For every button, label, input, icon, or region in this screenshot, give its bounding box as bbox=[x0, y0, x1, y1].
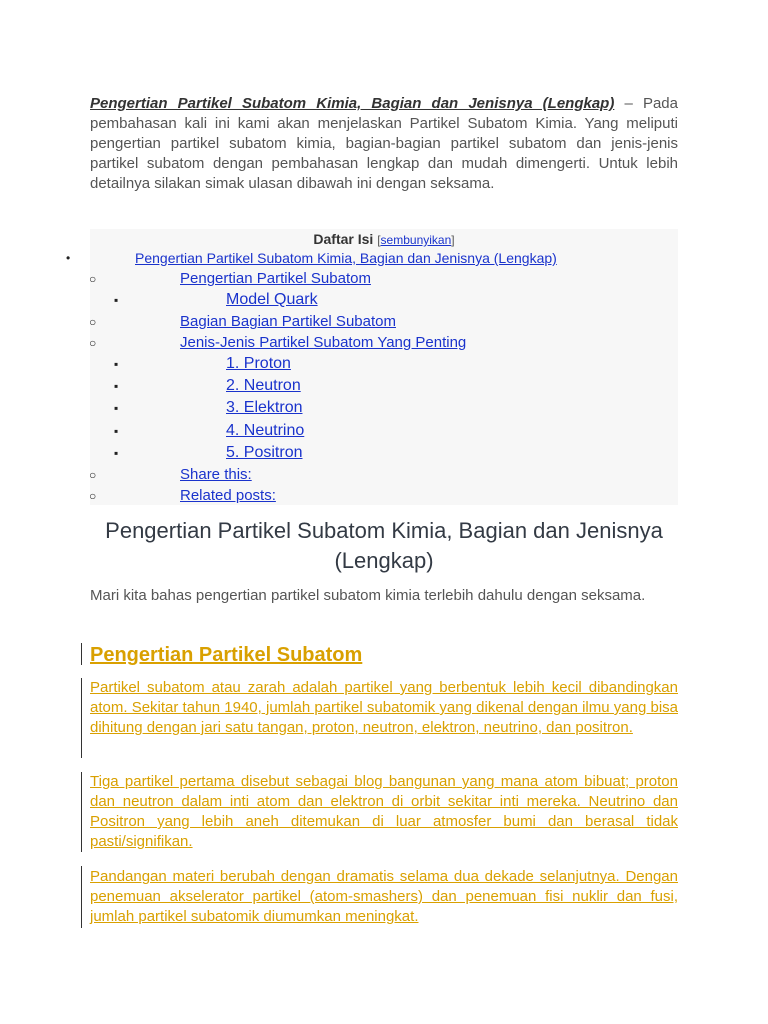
toc-bullet-icon: ○ bbox=[89, 315, 97, 329]
toc-link[interactable]: Share this: bbox=[180, 466, 252, 483]
toc-bullet-icon: ○ bbox=[89, 489, 97, 503]
toc-item bbox=[90, 311, 768, 333]
toc-bullet-icon: ▪ bbox=[114, 357, 119, 371]
toc-bullet-icon: ▪ bbox=[114, 379, 119, 393]
toc-bullet-icon: • bbox=[66, 251, 71, 265]
toc-bullet-icon: ▪ bbox=[114, 446, 119, 460]
section-paragraph[interactable]: Tiga partikel pertama disebut sebagai blog bangunan yang mana atom bibuat; proton dan neutron dalam inti atom dan elektron di orbit sekitar inti mereka. Neutrino dan Positron yang lebih aneh ditemukan di luar atmosfer bumi dan berasal tidak pasti/signifikan. bbox=[90, 773, 678, 850]
paragraph-divider bbox=[81, 678, 82, 758]
toc-item bbox=[90, 375, 768, 397]
intro-title-link[interactable]: Pengertian Partikel Subatom Kimia, Bagian dan Jenisnya (Lengkap) bbox=[90, 95, 615, 112]
toc-bullet-icon: ○ bbox=[89, 272, 97, 286]
toc-bullet-icon: ○ bbox=[89, 336, 97, 350]
intro-dash: – bbox=[614, 95, 643, 112]
toc-item bbox=[90, 289, 768, 311]
toc-toggle: [sembunyikan] bbox=[377, 233, 455, 247]
toc-item bbox=[90, 485, 768, 507]
toc-link[interactable]: 1. Proton bbox=[226, 355, 291, 372]
toc-item bbox=[90, 442, 768, 464]
toc-hide-link[interactable]: sembunyikan bbox=[380, 233, 452, 247]
toc-item bbox=[90, 332, 768, 354]
toc-bullet-icon: ▪ bbox=[114, 293, 119, 307]
toc-link[interactable]: Bagian Bagian Partikel Subatom bbox=[180, 313, 396, 330]
intro-paragraph bbox=[90, 94, 678, 194]
toc-item bbox=[90, 268, 768, 290]
section-paragraph[interactable]: Partikel subatom atau zarah adalah partikel yang berbentuk lebih kecil dibandingkan atom. Sekitar tahun 1940, jumlah partikel subatomik yang dikenal dengan ilmu yang bisa dihitung dengan jari satu tangan, proton, neutron, elektron, neutrino, dan positron. bbox=[90, 679, 678, 736]
toc-bullet-icon: ○ bbox=[89, 468, 97, 482]
section-divider bbox=[81, 643, 82, 665]
section-paragraph[interactable]: Pandangan materi berubah dengan dramatis selama dua dekade selanjutnya. Dengan penemuan akselerator partikel (atom-smashers) dan penemuan fisi nuklir dan fusi, jumlah partikel subatomik diumumkan meningkat. bbox=[90, 868, 678, 925]
toc-item bbox=[90, 353, 768, 375]
paragraph-divider bbox=[81, 866, 82, 928]
intro-text: Pada pembahasan kali ini kami akan menjelaskan Partikel Subatom Kimia. Yang meliputi pengertian partikel subatom kimia, bagian-bagian partikel subatom dan jenis-jenis partikel subatom dengan pembahasan lengkap dan mudah dimengerti. Untuk lebih detailnya silakan simak ulasan dibawah ini dengan seksama. bbox=[90, 95, 678, 192]
toc-link[interactable]: Pengertian Partikel Subatom bbox=[180, 270, 371, 287]
toc-bullet-icon: ▪ bbox=[114, 401, 119, 415]
toc-item bbox=[66, 247, 768, 269]
article-title: Pengertian Partikel Subatom Kimia, Bagian dan Jenisnya (Lengkap) bbox=[105, 518, 663, 573]
toc-link[interactable]: Related posts: bbox=[180, 487, 276, 504]
toc-link[interactable]: 5. Positron bbox=[226, 444, 303, 461]
toc-item bbox=[90, 420, 768, 442]
toc-link[interactable]: Jenis-Jenis Partikel Subatom Yang Penting bbox=[180, 334, 467, 351]
toc-item bbox=[90, 464, 768, 486]
toc-link[interactable]: Pengertian Partikel Subatom Kimia, Bagian dan Jenisnya (Lengkap) bbox=[135, 250, 557, 266]
toc-link[interactable]: Model Quark bbox=[226, 291, 318, 308]
toc-link[interactable]: 3. Elektron bbox=[226, 399, 303, 416]
section-heading[interactable]: Pengertian Partikel Subatom bbox=[90, 644, 363, 666]
toc-bullet-icon: ▪ bbox=[114, 424, 119, 438]
toc-heading: Daftar Isi bbox=[313, 231, 374, 247]
paragraph-divider bbox=[81, 772, 82, 852]
toc-link[interactable]: 4. Neutrino bbox=[226, 422, 305, 439]
table-of-contents bbox=[66, 229, 678, 505]
toc-item bbox=[90, 397, 768, 419]
article-intro: Mari kita bahas pengertian partikel subatom kimia terlebih dahulu dengan seksama. bbox=[90, 587, 646, 604]
toc-link[interactable]: 2. Neutron bbox=[226, 377, 301, 394]
